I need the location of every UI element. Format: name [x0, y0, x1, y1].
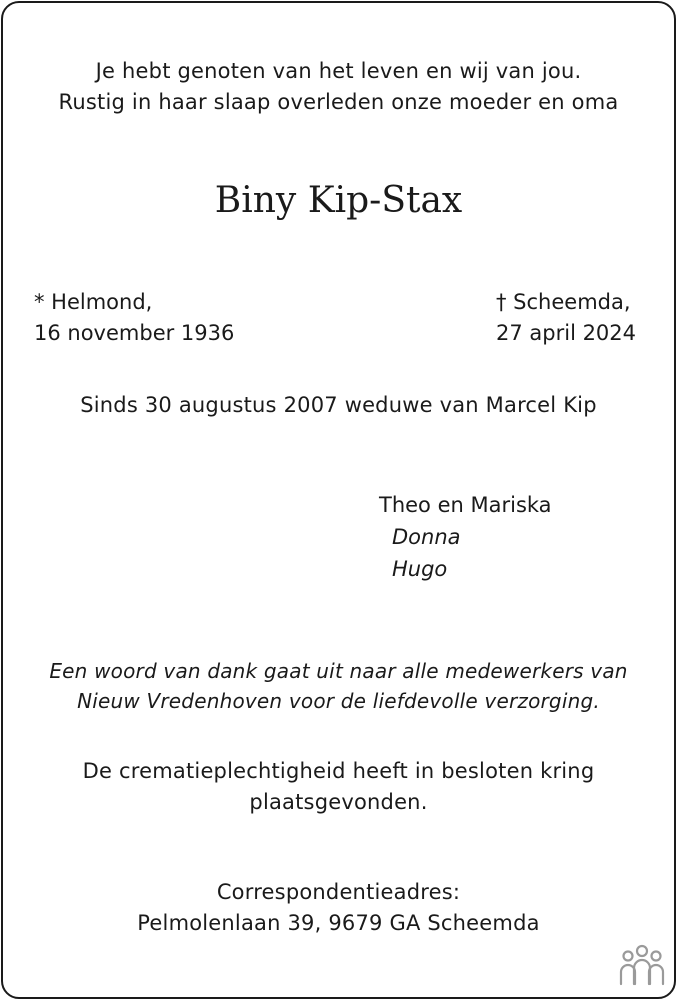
widow-line: Sinds 30 augustus 2007 weduwe van Marcel Kip [80, 393, 597, 417]
birth-place: * Helmond, [34, 290, 153, 314]
correspondence-label: Correspondentieadres: [216, 880, 461, 904]
death-date: 27 april 2024 [496, 321, 637, 345]
death-place: † Scheemda, [496, 290, 631, 314]
grandchild-name: Donna [392, 525, 461, 549]
deceased-name: Biny Kip-Stax [214, 180, 463, 221]
intro-line-1: Je hebt genoten van het leven en wij van jou. [95, 59, 582, 83]
ceremony-line-2: plaatsgevonden. [249, 790, 428, 814]
family-people-icon [618, 943, 666, 987]
grandchild-name: Hugo [392, 557, 448, 581]
announcement-card [1, 1, 676, 999]
correspondence-address: Pelmolenlaan 39, 9679 GA Scheemda [137, 911, 540, 935]
ceremony-line-1: De crematieplechtigheid heeft in besloten kring [82, 759, 595, 783]
thanks-line-2: Nieuw Vredenhoven voor de liefdevolle verzorging. [77, 689, 600, 713]
thanks-line-1: Een woord van dank gaat uit naar alle medewerkers van [49, 659, 628, 683]
family-couple: Theo en Mariska [379, 493, 552, 517]
birth-date: 16 november 1936 [34, 321, 235, 345]
intro-line-2: Rustig in haar slaap overleden onze moeder en oma [58, 90, 619, 114]
